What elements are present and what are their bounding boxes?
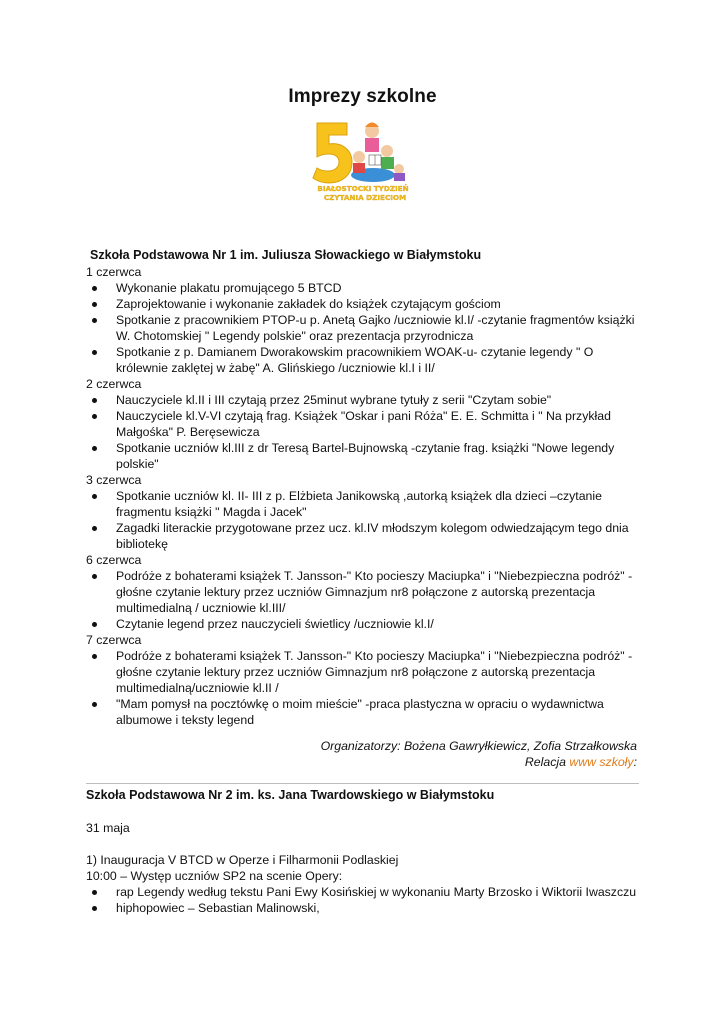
day-date: 3 czerwca [86, 473, 142, 487]
relation-link[interactable]: www szkoły [569, 755, 634, 769]
page-title: Imprezy szkolne [288, 86, 437, 107]
logo-number-five [313, 123, 352, 183]
day-date: 1 czerwca [86, 265, 142, 279]
logo-line-2: CZYTANIA DZIECIOM [323, 193, 407, 202]
list-item: Spotkanie z p. Damianem Dworakowskim pracownikiem WOAK-u- czytanie legendy " O królewnie zaklętej w żabę" A. Glińskiego /uczniowie kl.I i II/ [86, 344, 646, 376]
school-1-title: Szkoła Podstawowa Nr 1 im. Juliusza Słowackiego w Białymstoku [90, 248, 482, 262]
day-1 [86, 264, 646, 376]
list-item: Spotkanie uczniów kl.III z dr Teresą Bartel-Bujnowską -czytanie frag. książki "Nowe legendy polskie" [86, 440, 646, 472]
list-item: Zaprojektowanie i wykonanie zakładek do książek czytającym gościom [86, 296, 646, 312]
list-item: Spotkanie uczniów kl. II- III z p. Elżbieta Janikowską ,autorką książek dla dzieci –czytanie fragmentu książki " Magda i Jacek" [86, 488, 646, 520]
relation-label: Relacja [524, 755, 570, 769]
day-date: 7 czerwca [86, 633, 142, 647]
day-3 [86, 472, 646, 552]
list-item: hiphopowiec – Sebastian Malinowski, [86, 900, 646, 916]
school-1-program [86, 264, 646, 728]
list-item: Wykonanie plakatu promującego 5 BTCD [86, 280, 646, 296]
list-item: Nauczyciele kl.II i III czytają przez 25minut wybrane tytuły z serii "Czytam sobie" [86, 392, 646, 408]
day-items [86, 884, 646, 916]
list-item: Podróże z bohaterami książek T. Jansson-" Kto pocieszy Maciupka" i "Niebezpieczna podróż" - głośne czytanie lektury przez uczniów Gimnazjum nr8 połączone z autorską prezentacja multimedialną / uczniowie kl.III/ [86, 568, 646, 616]
day-items [86, 488, 646, 552]
school-2-time-line: 10:00 – Występ uczniów SP2 na scenie Opery: [86, 869, 343, 883]
day-items [86, 392, 646, 472]
list-item: Zagadki literackie przygotowane przez ucz. kl.IV młodszym kolegom odwiedzającym tego dnia bibliotekę [86, 520, 646, 552]
school-2-event: 1) Inauguracja V BTCD w Operze i Filharmonii Podlaskiej [86, 853, 399, 867]
day-items [86, 648, 646, 728]
list-item: "Mam pomysł na pocztówkę o moim mieście" -praca plastyczna w opraciu o wydawnictwa albumowe i teksty legend [86, 696, 646, 728]
list-item: Czytanie legend przez nauczycieli świetlicy /uczniowie kl.I/ [86, 616, 646, 632]
school-2-date: 31 maja [86, 821, 130, 835]
school-2-items [86, 884, 646, 916]
relation-line [137, 754, 637, 770]
logo-line-1: BIAŁOSTOCKI TYDZIEŃ [317, 184, 409, 193]
school-2-title: Szkoła Podstawowa Nr 2 im. ks. Jana Twardowskiego w Białymstoku [86, 788, 495, 802]
btcd-logo [307, 117, 419, 203]
day-2 [86, 376, 646, 472]
day-items [86, 280, 646, 376]
day-date: 6 czerwca [86, 553, 142, 567]
list-item: rap Legendy według tekstu Pani Ewy Kosińskiej w wykonaniu Marty Brzosko i Wiktorii Iwaszczu [86, 884, 646, 900]
day-items [86, 568, 646, 632]
section-divider [86, 783, 639, 784]
organizers: Organizatorzy: Bożena Gawryłkiewicz, Zofia Strzałkowska [320, 739, 637, 753]
list-item: Podróże z bohaterami książek T. Jansson-" Kto pocieszy Maciupka" i "Niebezpieczna podróż" - głośne czytanie lektury przez uczniów Gimnazjum nr8 połączone z autorską prezentacja multimedialną/uczniowie kl.II / [86, 648, 646, 696]
list-item: Nauczyciele kl.V-VI czytają frag. Książek "Oskar i pani Róża" E. E. Schmitta i " Na przykład Małgośka" P. Beręsewicza [86, 408, 646, 440]
list-item: Spotkanie z pracownikiem PTOP-u p. Anetą Gajko /uczniowie kl.I/ -czytanie fragmentów książki W. Chotomskiej " Legendy polskie" oraz prezentacja przyrodnicza [86, 312, 646, 344]
relation-suffix: : [633, 755, 637, 769]
day-date: 2 czerwca [86, 377, 142, 391]
logo-children-illustration [351, 123, 405, 183]
day-5 [86, 632, 646, 728]
day-4 [86, 552, 646, 632]
